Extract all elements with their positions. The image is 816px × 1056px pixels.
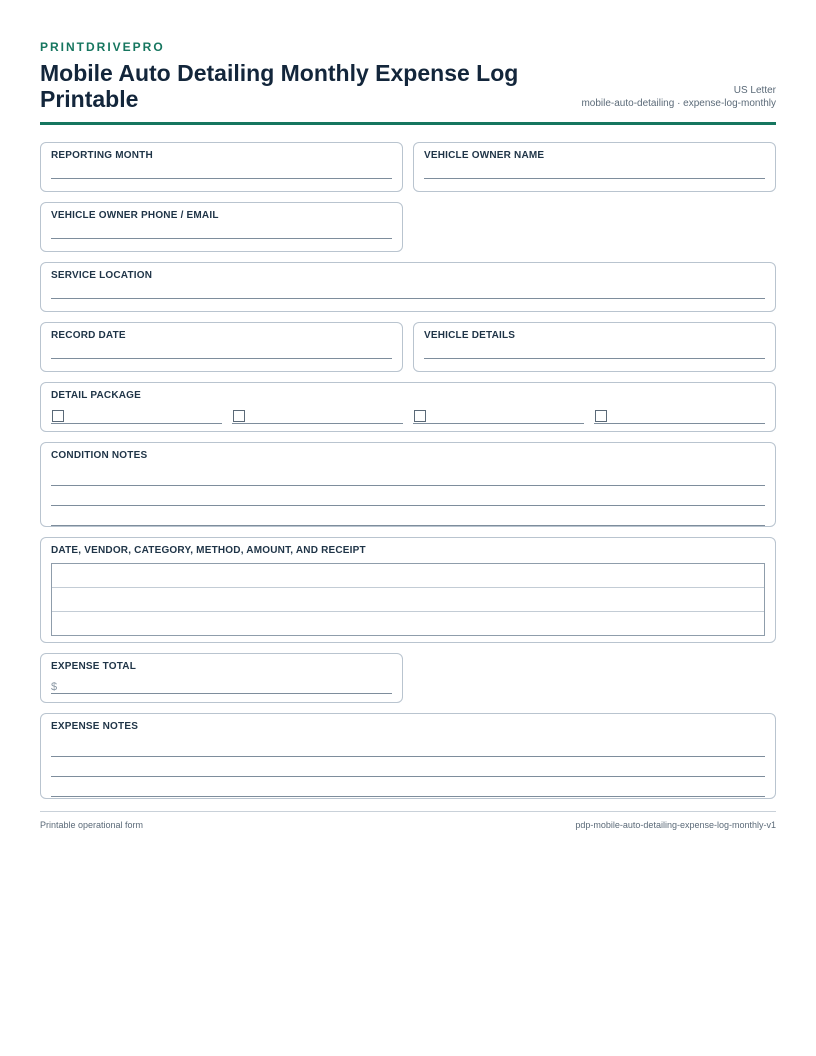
- footer: [40, 820, 776, 830]
- form-page: [40, 40, 776, 830]
- package-options: [51, 408, 765, 424]
- footer-rule: [40, 811, 776, 812]
- detail-package-field: [40, 382, 776, 432]
- field-label: DATE, VENDOR, CATEGORY, METHOD, AMOUNT, AND RECEIPT: [51, 545, 366, 556]
- checkbox[interactable]: [52, 410, 64, 422]
- header-rule: [40, 122, 776, 125]
- checkbox[interactable]: [233, 410, 245, 422]
- write-line[interactable]: [51, 238, 392, 239]
- write-line[interactable]: [51, 466, 765, 486]
- field-label: DETAIL PACKAGE: [51, 390, 142, 401]
- vehicle-owner-contact-field[interactable]: [40, 202, 403, 252]
- field-label: VEHICLE OWNER PHONE / EMAIL: [51, 210, 219, 221]
- footer-left-text: Printable operational form: [40, 820, 144, 830]
- expense-total-field[interactable]: [40, 653, 403, 703]
- form-id: pdp-mobile-auto-detailing-expense-log-monthly-v1: [575, 820, 776, 830]
- record-date-field[interactable]: [40, 322, 403, 372]
- field-label: SERVICE LOCATION: [51, 270, 153, 281]
- brand-name: PRINTDRIVEPRO: [40, 40, 165, 54]
- write-line[interactable]: [51, 178, 392, 179]
- field-label: REPORTING MONTH: [51, 150, 153, 161]
- package-option[interactable]: [594, 408, 765, 424]
- expense-table: [51, 563, 765, 636]
- field-label: VEHICLE DETAILS: [424, 330, 516, 341]
- write-line[interactable]: [51, 737, 765, 757]
- package-option[interactable]: [51, 408, 222, 424]
- checkbox[interactable]: [595, 410, 607, 422]
- field-label: VEHICLE OWNER NAME: [424, 150, 545, 161]
- table-row[interactable]: [52, 588, 764, 612]
- write-line[interactable]: [51, 358, 392, 359]
- header: [40, 60, 776, 112]
- service-location-field[interactable]: [40, 262, 776, 312]
- table-row[interactable]: [52, 564, 764, 588]
- package-option[interactable]: [413, 408, 584, 424]
- expense-notes-field[interactable]: [40, 713, 776, 799]
- vehicle-owner-name-field[interactable]: [413, 142, 776, 192]
- amount-line[interactable]: [51, 676, 392, 694]
- form-slug: mobile-auto-detailing · expense-log-monthly: [581, 98, 776, 109]
- paper-size: US Letter: [733, 85, 776, 96]
- page-meta: [581, 84, 776, 112]
- field-label: CONDITION NOTES: [51, 450, 148, 461]
- write-line[interactable]: [51, 506, 765, 526]
- page-title: Mobile Auto Detailing Monthly Expense Log Printable: [40, 60, 519, 112]
- write-line[interactable]: [51, 298, 765, 299]
- checkbox[interactable]: [414, 410, 426, 422]
- field-label: EXPENSE NOTES: [51, 721, 139, 732]
- reporting-month-field[interactable]: [40, 142, 403, 192]
- package-option[interactable]: [232, 408, 403, 424]
- write-line[interactable]: [51, 757, 765, 777]
- expense-table-field: [40, 537, 776, 643]
- field-label: EXPENSE TOTAL: [51, 661, 137, 672]
- write-line[interactable]: [51, 486, 765, 506]
- currency-symbol: $: [51, 681, 58, 693]
- write-line[interactable]: [424, 358, 765, 359]
- field-label: RECORD DATE: [51, 330, 126, 341]
- write-line[interactable]: [424, 178, 765, 179]
- write-line[interactable]: [51, 777, 765, 797]
- condition-notes-field[interactable]: [40, 442, 776, 527]
- vehicle-details-field[interactable]: [413, 322, 776, 372]
- table-row[interactable]: [52, 612, 764, 635]
